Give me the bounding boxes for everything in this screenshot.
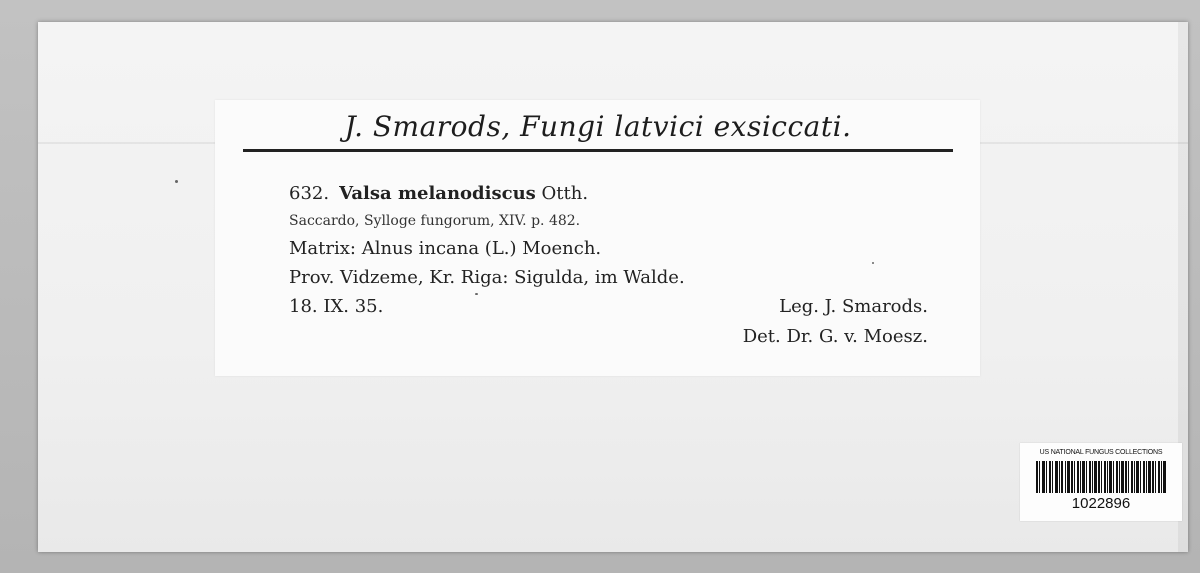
paper-speck	[475, 293, 478, 295]
series-title: J. Smarods, Fungi latvici exsiccati.	[344, 110, 852, 143]
collector-line: Leg. J. Smarods.	[779, 296, 928, 317]
catalog-number: 1022896	[1071, 495, 1131, 512]
paper-speck	[872, 262, 874, 264]
exsiccata-number: 632.	[289, 183, 330, 204]
matrix-line: Matrix: Alnus incana (L.) Moench.	[289, 238, 602, 259]
collection-date: 18. IX. 35.	[289, 296, 384, 317]
barcode-header: US NATIONAL FUNGUS COLLECTIONS	[1039, 449, 1163, 456]
specimen-entry	[289, 183, 588, 204]
title-underline	[243, 149, 953, 152]
determiner-line: Det. Dr. G. v. Moesz.	[742, 326, 928, 347]
barcode-image	[1036, 461, 1166, 493]
locality-line: Prov. Vidzeme, Kr. Riga: Sigulda, im Walde.	[289, 267, 685, 288]
species-author: Otth.	[541, 183, 589, 204]
species-name: Valsa melanodiscus	[339, 183, 536, 204]
literature-citation: Saccardo, Sylloge fungorum, XIV. p. 482.	[289, 213, 581, 229]
barcode-sticker	[1020, 443, 1182, 521]
paper-speck	[175, 180, 178, 183]
